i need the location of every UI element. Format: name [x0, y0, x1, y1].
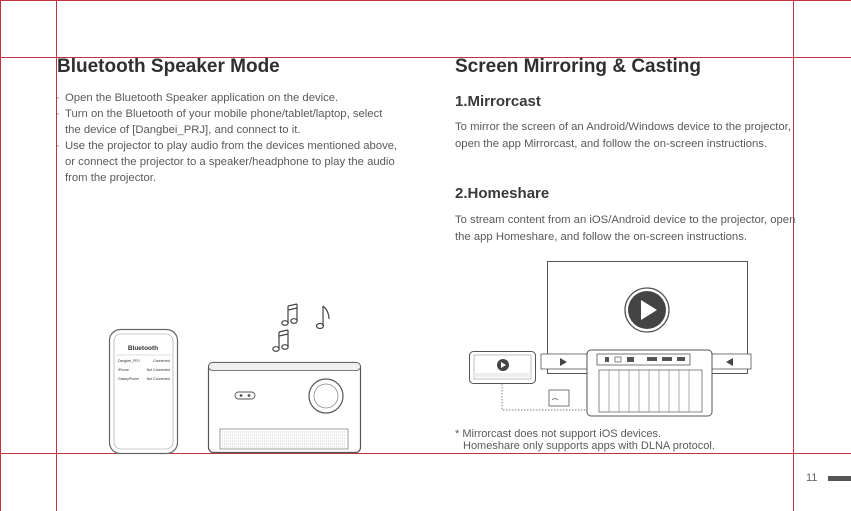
compatibility-note	[455, 429, 715, 452]
crop-mark-edge-top	[0, 0, 851, 1]
homeshare-text: To stream content from an iOS/Android device to the projector, open the app Homeshare, and follow the on-screen instructions.	[455, 214, 796, 243]
mirroring-title: Screen Mirroring & Casting	[455, 56, 701, 77]
bluetooth-step: · Turn on the Bluetooth of your mobile phone/tablet/laptop, select the device of [Dangbei_PRJ], and connect to it.	[58, 106, 398, 138]
phone-device-status: Connected	[153, 359, 170, 363]
mirrorcast-heading: 1.Mirrorcast	[455, 93, 541, 110]
note-line-mirrorcast: * Mirrorcast does not support iOS devices.	[455, 428, 662, 440]
phone-device-name: iPhone	[118, 368, 129, 372]
speaker-grille-icon	[220, 429, 348, 449]
crop-mark-edge-left	[0, 0, 1, 511]
bluetooth-steps	[58, 90, 398, 186]
phone-header: Bluetooth	[127, 345, 159, 352]
bluetooth-step: · Open the Bluetooth Speaker application on the device.	[58, 90, 398, 106]
crop-mark-right	[793, 0, 794, 511]
note-line-homeshare: Homeshare only supports apps with DLNA protocol.	[463, 439, 715, 452]
phone-device-name: GalaxyPhone	[118, 377, 140, 381]
phone-illustration	[109, 329, 179, 455]
bluetooth-step: · Use the projector to play audio from the devices mentioned above, or connect the projector to a speaker/headphone to play the audio from the projector.	[58, 138, 398, 186]
page-marker-bar	[828, 476, 851, 481]
casting-illustration	[469, 260, 751, 418]
play-button-icon	[625, 288, 669, 332]
projector-illustration	[208, 362, 363, 455]
phone-device-name: Dangbei_PRJ	[118, 359, 140, 363]
page-number: 11	[806, 472, 818, 484]
phone-device-status: Not Connected	[146, 377, 170, 381]
homeshare-heading: 2.Homeshare	[455, 185, 550, 202]
mirrorcast-text: To mirror the screen of an Android/Windows device to the projector, open the app Mirrorcast, and follow the on-screen instructions.	[455, 121, 791, 150]
bluetooth-title: Bluetooth Speaker Mode	[57, 56, 280, 77]
phone-device-status: Not Connected	[146, 368, 170, 372]
music-note-icon	[268, 296, 348, 358]
